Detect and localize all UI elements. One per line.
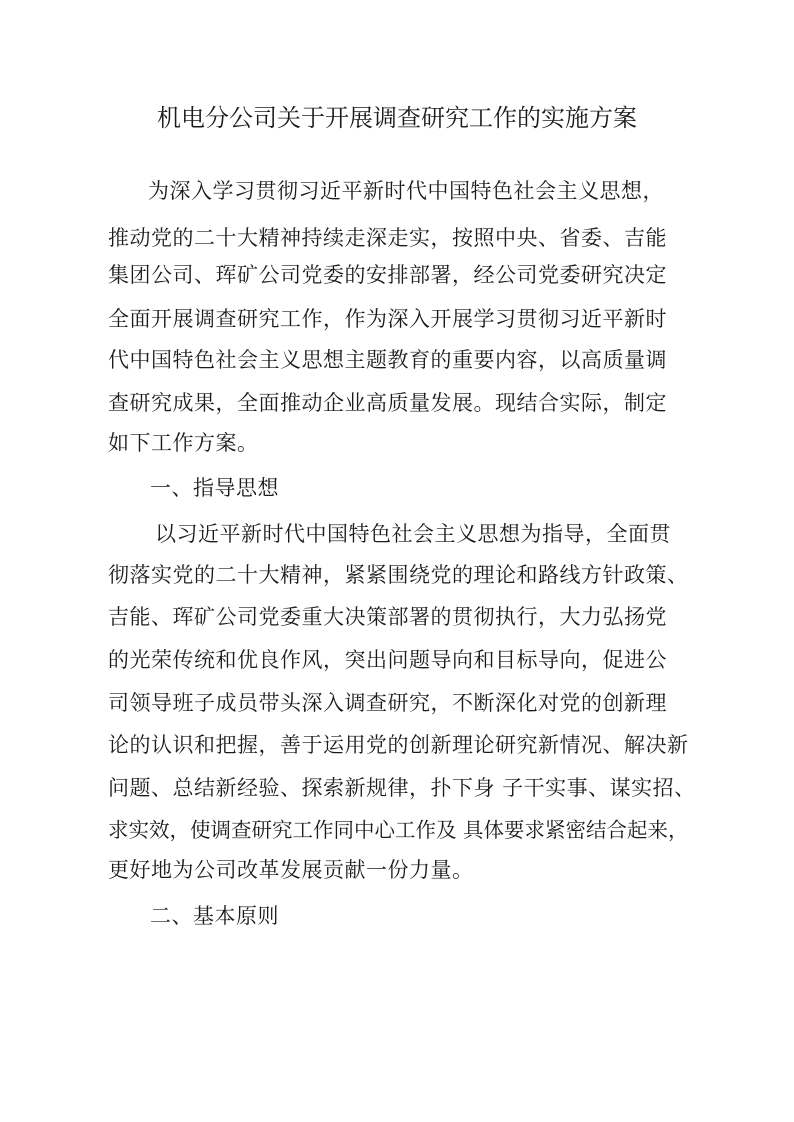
section-1-line-3: 吉能、珲矿公司党委重大决策部署的贯彻执行，大力弘扬党 bbox=[108, 605, 667, 629]
section-1-line-4: 的光荣传统和优良作风，突出问题导向和目标导向，促进公 bbox=[108, 648, 667, 672]
section-1-line-5: 司领导班子成员带头深入调查研究，不断深化对党的创新理 bbox=[108, 691, 667, 715]
section-2-heading: 二、基本原则 bbox=[150, 904, 279, 928]
section-1-heading: 一、指导思想 bbox=[150, 476, 279, 500]
intro-line-1: 为深入学习贯彻习近平新时代中国特色社会主义思想， bbox=[148, 179, 664, 203]
section-1-line-2: 彻落实党的二十大精神，紧紧围绕党的理论和路线方针政策、 bbox=[108, 563, 689, 587]
section-1-line-6: 论的认识和把握，善于运用党的创新理论研究新情况、解决新 bbox=[108, 733, 689, 757]
intro-line-5: 代中国特色社会主义思想主题教育的重要内容，以高质量调 bbox=[108, 348, 667, 372]
section-1-line-9: 更好地为公司改革发展贡献一份力量。 bbox=[108, 858, 474, 882]
intro-line-7: 如下工作方案。 bbox=[108, 431, 259, 455]
intro-line-2: 推动党的二十大精神持续走深走实，按照中央、省委、吉能 bbox=[108, 226, 667, 250]
document-title: 机电分公司关于开展调查研究工作的实施方案 bbox=[157, 104, 637, 132]
section-1-line-8: 求实效，使调查研究工作同中心工作及 具体要求紧密结合起来， bbox=[108, 818, 689, 842]
intro-line-4: 全面开展调查研究工作，作为深入开展学习贯彻习近平新时 bbox=[108, 307, 667, 331]
section-1-line-1: 以习近平新时代中国特色社会主义思想为指导，全面贯 bbox=[155, 522, 671, 546]
intro-line-3: 集团公司、珲矿公司党委的安排部署，经公司党委研究决定 bbox=[108, 263, 667, 287]
section-1-line-7: 问题、总结新经验、探索新规律，扑下身 子干实事、谋实招、 bbox=[108, 776, 696, 800]
intro-line-6: 查研究成果，全面推动企业高质量发展。现结合实际，制定 bbox=[108, 391, 667, 415]
